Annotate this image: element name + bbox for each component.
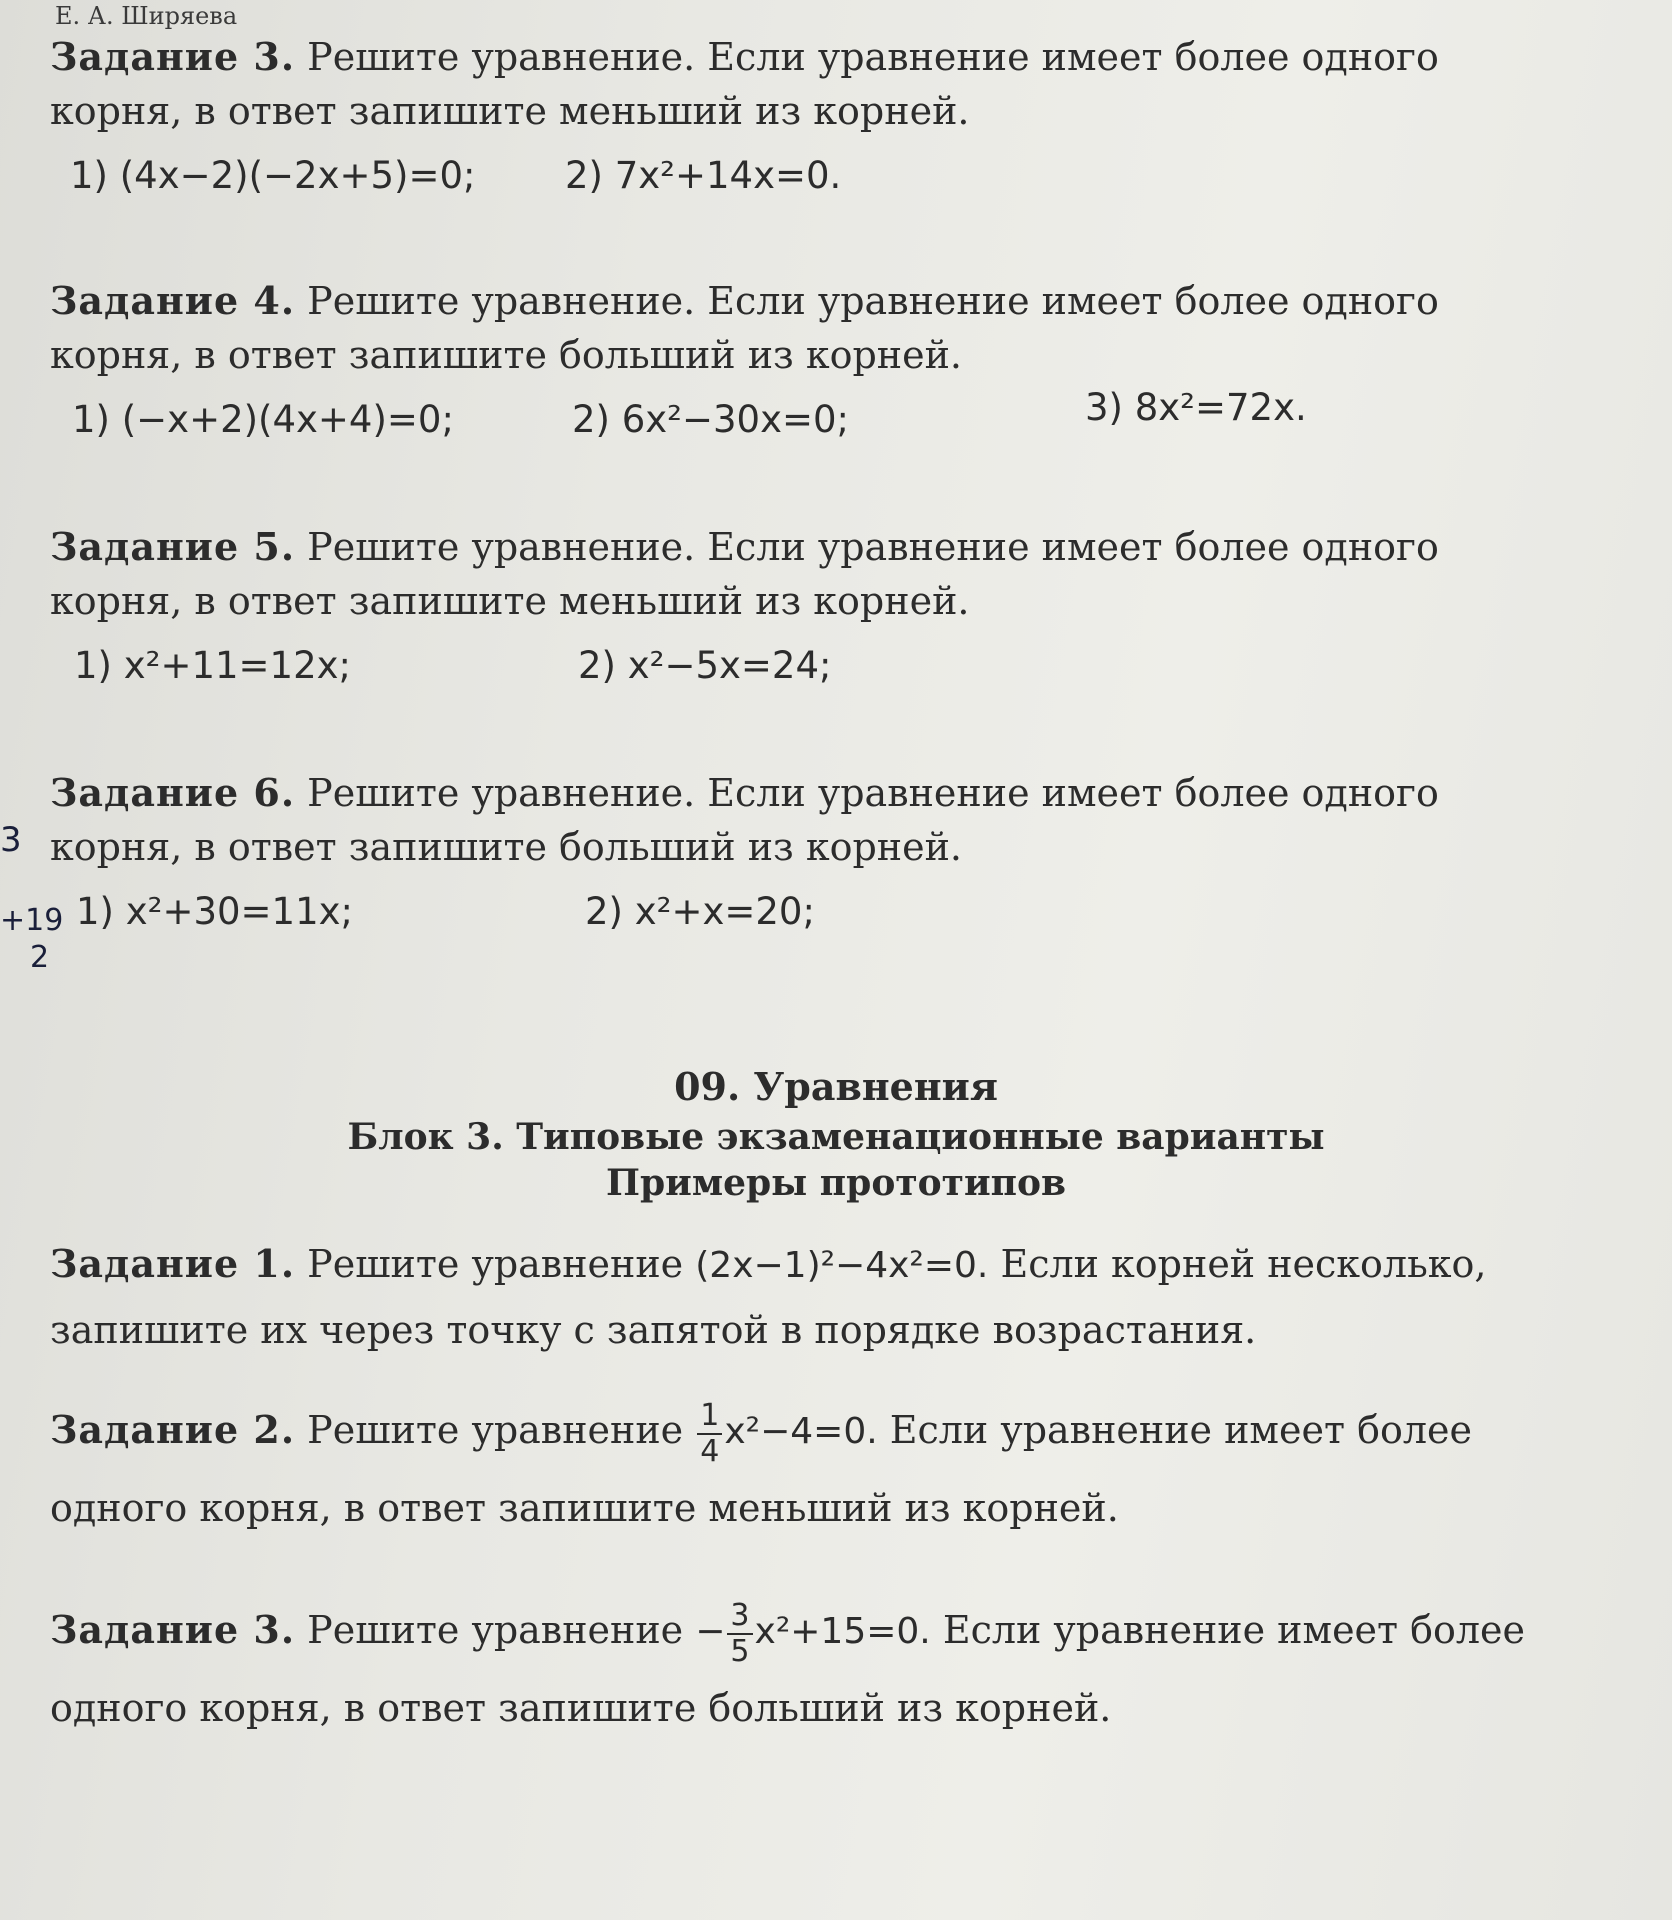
task-description: Решите уравнение. Если уравнение имеет более одного корня, в ответ запишите больший из корней. [50, 771, 1439, 869]
task-2-bottom [50, 1392, 1570, 1546]
equation-row [50, 154, 1570, 224]
task-label: Задание 5. [50, 524, 296, 569]
task-6-top [50, 766, 1570, 960]
equation-2: 2) x²+x=20; [585, 890, 815, 933]
handwritten-mark: 2 [30, 940, 50, 975]
task-text [50, 766, 1570, 874]
task-text [50, 520, 1570, 628]
handwritten-mark: 3 [0, 820, 22, 860]
equation-1: 1) (4x−2)(−2x+5)=0; [70, 154, 476, 197]
fraction [727, 1599, 752, 1669]
task-equation: (2x−1)²−4x²=0. [695, 1245, 989, 1286]
task-text [50, 1592, 1570, 1746]
handwritten-mark: +19 [0, 903, 64, 938]
fraction-denominator: 4 [700, 1433, 720, 1469]
equation-row [50, 890, 1570, 960]
block-title: Блок 3. Типовые экзаменационные варианты [347, 1116, 1325, 1158]
task-text [50, 1392, 1570, 1546]
task-description: Решите уравнение. Если уравнение имеет более одного корня, в ответ запишите больший из корней. [50, 279, 1439, 377]
equation-2: 2) x²−5x=24; [578, 644, 832, 687]
minus-sign: − [695, 1611, 726, 1652]
task-3-top [50, 30, 1570, 224]
task-prefix: Решите уравнение [307, 1608, 684, 1652]
equation-1: 1) x²+30=11x; [76, 890, 353, 933]
equation-row [50, 644, 1570, 714]
task-label: Задание 1. [50, 1241, 296, 1286]
task-4-top [50, 274, 1570, 468]
task-description: Решите уравнение. Если уравнение имеет более одного корня, в ответ запишите меньший из корней. [50, 35, 1439, 133]
task-label: Задание 3. [50, 34, 296, 79]
task-text [50, 1232, 1570, 1362]
section-title: 09. Уравнения [674, 1064, 998, 1109]
task-prefix: Решите уравнение [307, 1408, 684, 1452]
equation-3: 3) 8x²=72x. [1085, 386, 1307, 429]
task-equation: x²+15=0. [754, 1611, 931, 1652]
task-label: Задание 6. [50, 770, 296, 815]
fraction-numerator: 1 [697, 1399, 722, 1435]
equation-2: 2) 7x²+14x=0. [565, 154, 842, 197]
task-question: Если корней несколько, запишите их через точку с запятой в порядке возрастания. [50, 1242, 1487, 1352]
fraction-numerator: 3 [727, 1599, 752, 1635]
fraction-denominator: 5 [730, 1633, 750, 1669]
task-question: Если уравнение имеет более одного корня, в ответ запишите меньший из корней. [50, 1408, 1472, 1530]
task-equation: x²−4=0. [724, 1411, 878, 1452]
task-question: Если уравнение имеет более одного корня, в ответ запишите больший из корней. [50, 1608, 1526, 1730]
task-label: Задание 3. [50, 1607, 296, 1652]
task-text [50, 30, 1570, 138]
task-text [50, 274, 1570, 382]
equation-2: 2) 6x²−30x=0; [572, 398, 849, 441]
fraction [697, 1399, 722, 1469]
equation-1: 1) x²+11=12x; [74, 644, 351, 687]
task-description: Решите уравнение. Если уравнение имеет более одного корня, в ответ запишите меньший из корней. [50, 525, 1439, 623]
task-3-bottom [50, 1592, 1570, 1746]
equation-row [50, 386, 1570, 468]
task-label: Задание 4. [50, 278, 296, 323]
section-subtitle: Примеры прототипов [605, 1162, 1067, 1204]
task-prefix: Решите уравнение [307, 1242, 684, 1286]
task-5-top [50, 520, 1570, 714]
author-name: Е. А. Ширяева [55, 2, 238, 30]
task-label: Задание 2. [50, 1407, 296, 1452]
task-1-bottom [50, 1232, 1570, 1362]
equation-1: 1) (−x+2)(4x+4)=0; [72, 398, 454, 441]
